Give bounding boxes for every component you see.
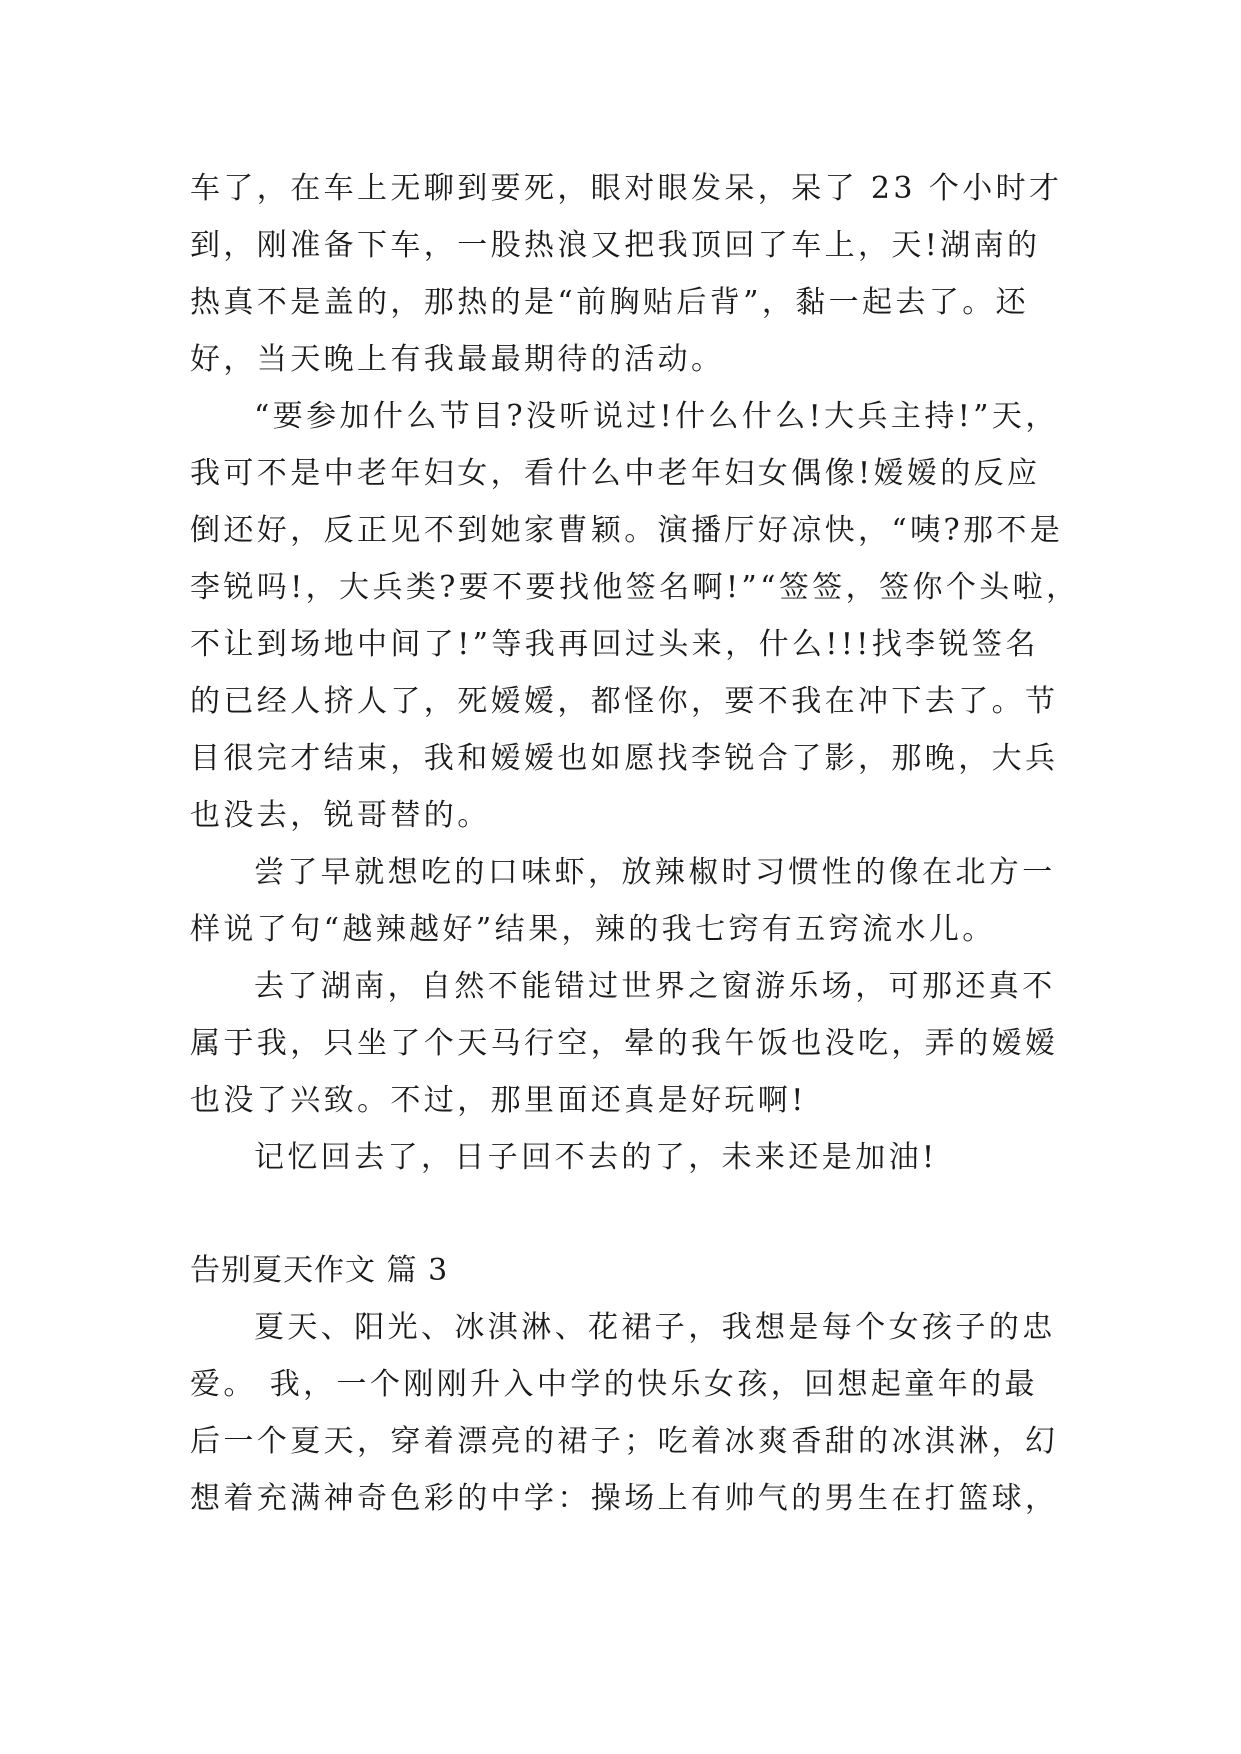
text-line: 也没了兴致。不过，那里面还真是好玩啊! [190, 1083, 807, 1118]
text-line: 尝了早就想吃的口味虾，放辣椒时习惯性的像在北方一 [254, 855, 1056, 890]
text-line: 到，刚准备下车，一股热浪又把我顶回了车上，天!湖南的 [190, 228, 1041, 263]
text-line: 李锐吗!，大兵类?要不要找他签名啊!”“签签，签你个头啦， [190, 570, 1080, 605]
text-line: 也没去，锐哥替的。 [190, 798, 491, 833]
text-line: 想着充满神奇色彩的中学：操场上有帅气的男生在打篮球， [190, 1481, 1059, 1516]
text-line: 不让到场地中间了!”等我再回过头来，什么!!!找李锐签名 [190, 627, 1039, 662]
text-line: 的已经人挤人了，死嫒嫒，都怪你，要不我在冲下去了。节 [190, 684, 1059, 719]
text-line: 倒还好，反正见不到她家曹颖。演播厅好凉快，“咦?那不是 [190, 513, 1064, 548]
text-line: 我可不是中老年妇女，看什么中老年妇女偶像!嫒嫒的反应 [190, 456, 1041, 491]
text-line: 爱。 我，一个刚刚升入中学的快乐女孩，回想起童年的最 [190, 1367, 1038, 1402]
text-line: 后一个夏天，穿着漂亮的裙子；吃着冰爽香甜的冰淇淋，幻 [190, 1424, 1059, 1459]
document-page [190, 160, 1080, 1527]
text-line: 车了，在车上无聊到要死，眼对眼发呆，呆了 23 个小时才 [190, 171, 1063, 206]
text-line: 好，当天晚上有我最最期待的活动。 [190, 342, 725, 377]
text-line: “要参加什么节目?没听说过!什么什么!大兵主持!”天， [254, 399, 1059, 434]
text-line: 目很完才结束，我和嫒嫒也如愿找李锐合了影，那晚，大兵 [190, 741, 1059, 776]
text-line: 去了湖南，自然不能错过世界之窗游乐场，可那还真不 [254, 969, 1056, 1004]
text-line: 热真不是盖的，那热的是“前胸贴后背”，黏一起去了。还 [190, 285, 1030, 320]
text-line: 夏天、阳光、冰淇淋、花裙子，我想是每个女孩子的忠 [254, 1310, 1056, 1345]
text-line: 属于我，只坐了个天马行空，晕的我午饭也没吃，弄的嫒嫒 [190, 1026, 1059, 1061]
section-heading: 告别夏天作文 篇 3 [190, 1253, 449, 1288]
text-line: 样说了句“越辣越好”结果，辣的我七窍有五窍流水儿。 [190, 912, 996, 947]
text-line: 记忆回去了，日子回不去的了，未来还是加油! [254, 1140, 938, 1175]
